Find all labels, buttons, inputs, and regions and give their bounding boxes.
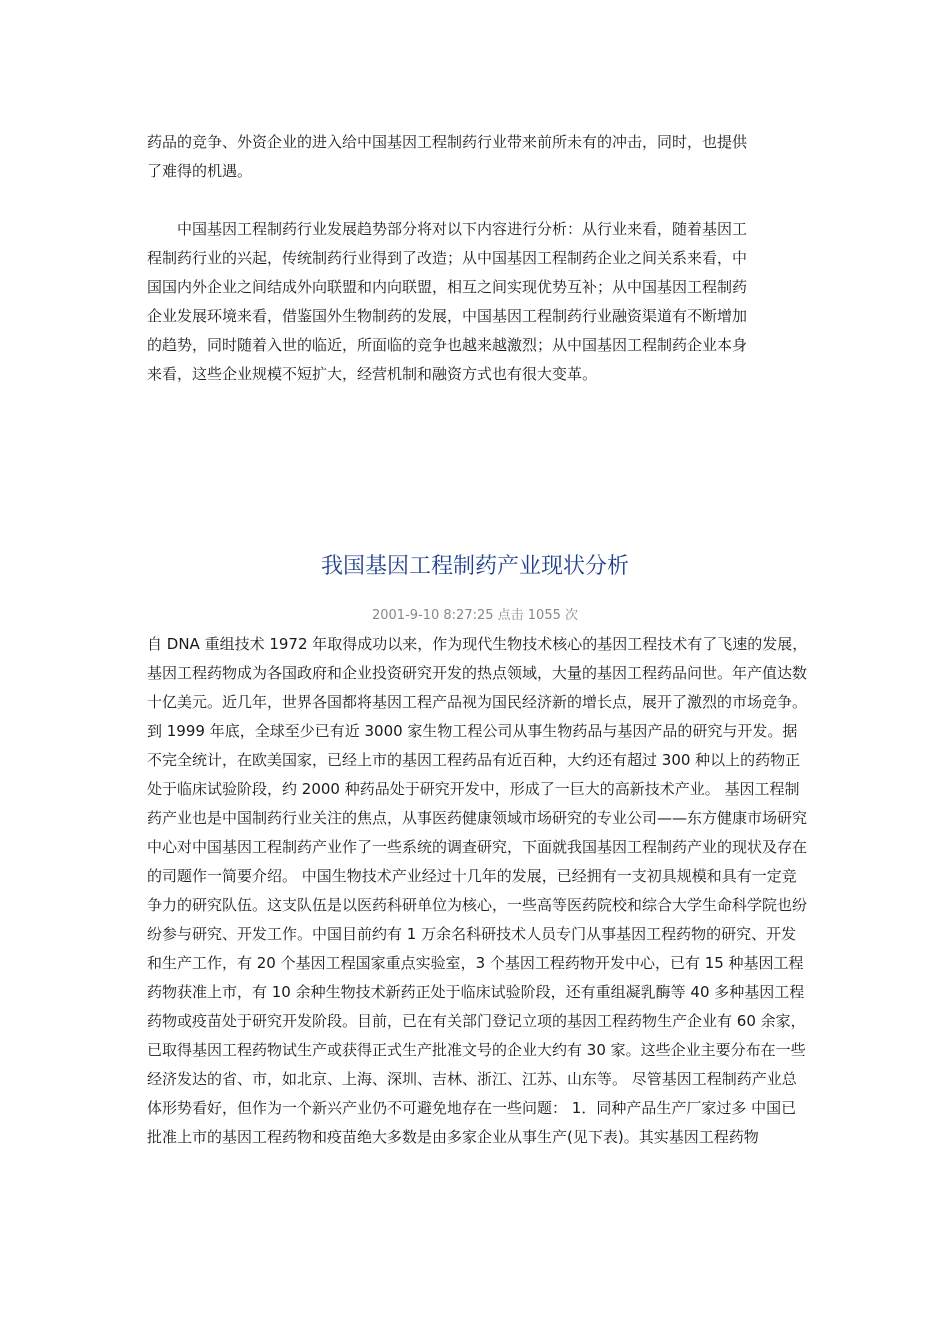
intro-paragraph-2: 中国基因工程制药行业发展趋势部分将对以下内容进行分析：从行业来看，随着基因工程制药行业的兴起，传统制药行业得到了改造；从中国基因工程制药企业之间关系来看，中国国内外企业之间结成外向联盟和内向联盟，相互之间实现优势互补；从中国基因工程制药企业发展环境来看，借鉴国外生物制药的发展，中国基因工程制药行业融资渠道有不断增加的趋势，同时随着入世的临近，所面临的竞争也越来越激烈；从中国基因工程制药企业本身来看，这些企业规模不短扩大，经营机制和融资方式也有很大变革。	[147, 220, 748, 383]
intro-section	[147, 128, 753, 389]
intro-paragraph-1: 药品的竞争、外资企业的进入给中国基因工程制药行业带来前所未有的冲击，同时，也提供了难得的机遇。	[147, 133, 748, 180]
article-body: 自 DNA 重组技术 1972 年取得成功以来，作为现代生物技术核心的基因工程技术有了飞速的发展，基因工程药物成为各国政府和企业投资研究开发的热点领域，大量的基因工程药品问世。年产值达数十亿美元。近几年，世界各国都将基因工程产品视为国民经济新的增长点，展开了激烈的市场竞争。到 1999 年底，全球至少已有近 3000 家生物工程公司从事生物药品与基因产品的研究与开发。据不完全统计，在欧美国家，已经上市的基因工程药品有近百种，大约还有超过 300 种以上的药物正处于临床试验阶段，约 2000 种药品处于研究开发中，形成了一巨大的高新技术产业。 基因工程制药产业也是中国制药行业关注的焦点，从事医药健康领域市场研究的专业公司——东方健康市场研究中心对中国基因工程制药产业作了一些系统的调查研究，下面就我国基因工程制药产业的现状及存在的司题作一简要介绍。 中国生物技术产业经过十几年的发展，已经拥有一支初具规模和具有一定竞争力的研究队伍。这支队伍是以医药科研单位为核心，一些高等医药院校和综合大学生命科学院也纷纷参与研究、开发工作。中国目前约有 1 万余名科研技术人员专门从事基因工程药物的研究、开发和生产工作，有 20 个基因工程国家重点实验室，3 个基因工程药物开发中心，已有 15 种基因工程药物获准上市，有 10 余种生物技术新药正处于临床试验阶段，还有重组凝乳酶等 40 多种基因工程药物或疫苗处于研究开发阶段。目前，已在有关部门登记立项的基因工程药物生产企业有 60 余家，已取得基因工程药物试生产或获得正式生产批准文号的企业大约有 30 家。这些企业主要分布在一些经济发达的省、市，如北京、上海、深圳、吉林、浙江、江苏、山东等。 尽管基因工程制药产业总体形势看好，但作为一个新兴产业仍不可避免地存在一些问题： 1．同种产品生产厂家过多 中国已批准上市的基因工程药物和疫苗绝大多数是由多家企业从事生产(见下表)。其实基因工程药物	[147, 635, 808, 1146]
article-title: 我国基因工程制药产业现状分析	[320, 554, 629, 579]
article-meta: 2001-9-10 8:27:25 点击 1055 次	[371, 608, 578, 623]
